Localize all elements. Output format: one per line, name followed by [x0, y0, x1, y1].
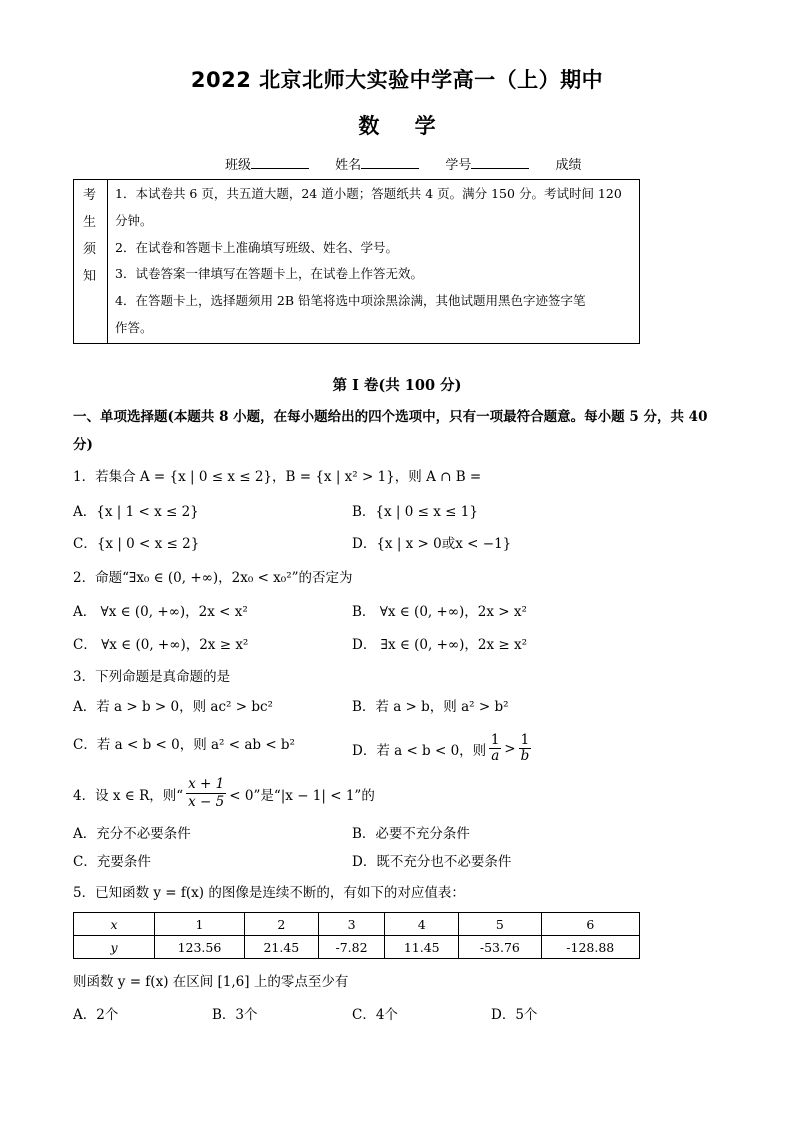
q4-option-b[interactable]: B．必要不充分条件 — [352, 826, 470, 842]
table-cell: 6 — [541, 913, 639, 936]
name-field[interactable] — [335, 154, 419, 173]
section-heading-line1: 一、单项选择题(本题共 8 小题，在每小题给出的四个选项中，只有一项最符合题意。每小题 5 分，共 40 — [73, 409, 708, 425]
score-label: 成绩 — [555, 158, 582, 173]
table-cell: 123.56 — [155, 936, 245, 959]
q4-option-d[interactable]: D．既不充分也不必要条件 — [352, 854, 512, 870]
q4-stem-suffix: < 0”是“|x − 1| < 1”的 — [229, 787, 375, 804]
name-blank[interactable] — [361, 156, 419, 169]
question-5-stem: 5．已知函数 y = f(x) 的图像是连续不断的，有如下的对应值表： — [73, 885, 465, 901]
name-label: 姓名 — [335, 158, 362, 173]
relation-sign: > — [504, 740, 516, 757]
notice-line: 分钟。 — [115, 212, 153, 228]
q1-option-c[interactable]: C．{x | 0 < x ≤ 2} — [73, 536, 200, 552]
fraction-numerator: 1 — [490, 732, 500, 748]
q2-option-b[interactable]: B． ∀x ∈ (0, +∞)，2x > x² — [352, 604, 527, 620]
student-id-label: 学号 — [445, 158, 472, 173]
fraction-denominator: x − 5 — [188, 794, 225, 810]
fraction-denominator: b — [520, 748, 530, 764]
page-title: 2022 北京北师大实验中学高一（上）期中 — [190, 68, 604, 92]
notice-label-char: 知 — [83, 269, 97, 284]
class-field[interactable] — [225, 154, 309, 173]
notice-label-char: 考 — [83, 188, 97, 203]
value-table — [73, 912, 640, 959]
q3-option-b[interactable]: B．若 a > b，则 a² > b² — [352, 699, 509, 715]
fraction-numerator: 1 — [520, 732, 530, 748]
table-cell: 4 — [385, 913, 459, 936]
table-cell: 11.45 — [385, 936, 459, 959]
notice-line: 2．在试卷和答题卡上准确填写班级、姓名、学号。 — [115, 239, 398, 255]
exam-notice-box — [73, 179, 640, 344]
fraction-numerator: x + 1 — [188, 776, 225, 792]
fraction-1-over-a — [489, 733, 501, 764]
student-id-field[interactable] — [445, 154, 529, 173]
question-5-followup: 则函数 y = f(x) 在区间 [1,6] 上的零点至少有 — [73, 974, 349, 990]
q1-option-d[interactable]: D．{x | x > 0或x < −1} — [352, 536, 512, 552]
notice-line: 4．在答题卡上，选择题须用 2B 铅笔将选中项涂黑涂满，其他试题用黑色字迹签字笔 — [115, 293, 586, 309]
student-id-blank[interactable] — [471, 156, 529, 169]
table-cell: 5 — [459, 913, 541, 936]
table-cell: 3 — [318, 913, 384, 936]
q3-option-d[interactable] — [352, 733, 534, 764]
q3-option-a[interactable]: A．若 a > b > 0，则 ac² > bc² — [73, 699, 273, 715]
class-blank[interactable] — [251, 156, 309, 169]
table-cell: 2 — [244, 913, 318, 936]
table-cell: 1 — [155, 913, 245, 936]
table-cell: x — [74, 913, 155, 936]
q3-option-d-prefix: D．若 a < b < 0，则 — [352, 742, 487, 759]
question-4-stem — [73, 776, 375, 811]
class-label: 班级 — [225, 158, 252, 173]
q4-fraction — [186, 776, 226, 811]
notice-line: 3．试卷答案一律填写在答题卡上，在试卷上作答无效。 — [115, 266, 423, 282]
fraction-denominator: a — [491, 748, 500, 764]
q1-option-b[interactable]: B．{x | 0 ≤ x ≤ 1} — [352, 504, 478, 520]
subject-title: 数 学 — [358, 114, 436, 138]
q1-option-a[interactable]: A．{x | 1 < x ≤ 2} — [73, 504, 199, 520]
question-1-stem: 1．若集合 A = {x | 0 ≤ x ≤ 2}，B = {x | x² > 1}，则 A ∩ B = — [73, 469, 482, 485]
table-cell: y — [74, 936, 155, 959]
table-cell: -7.82 — [318, 936, 384, 959]
question-2-stem: 2．命题“∃x₀ ∈ (0, +∞)，2x₀ < x₀²”的否定为 — [73, 570, 353, 586]
question-3-stem: 3．下列命题是真命题的是 — [73, 669, 231, 685]
q3-option-c[interactable]: C．若 a < b < 0，则 a² < ab < b² — [73, 737, 295, 753]
q2-option-a[interactable]: A． ∀x ∈ (0, +∞)，2x < x² — [73, 604, 248, 620]
notice-line: 1．本试卷共 6 页，共五道大题，24 道小题；答题纸共 4 页。满分 150 分。考试时间 120 — [115, 186, 622, 201]
table-row-y — [74, 936, 640, 959]
q2-option-d[interactable]: D． ∃x ∈ (0, +∞)，2x ≥ x² — [352, 637, 528, 653]
q5-option-b[interactable]: B．3个 — [212, 1007, 258, 1023]
q4-option-c[interactable]: C．充要条件 — [73, 854, 151, 870]
table-cell: -53.76 — [459, 936, 541, 959]
q4-option-a[interactable]: A．充分不必要条件 — [73, 826, 191, 842]
part-title: 第 I 卷(共 100 分) — [332, 377, 462, 394]
notice-label-char: 生 — [83, 215, 97, 230]
table-cell: 21.45 — [244, 936, 318, 959]
notice-line: 作答。 — [115, 319, 153, 335]
q2-option-c[interactable]: C． ∀x ∈ (0, +∞)，2x ≥ x² — [73, 637, 249, 653]
section-heading-line2: 分) — [73, 437, 93, 453]
table-cell: -128.88 — [541, 936, 639, 959]
fraction-1-over-b — [519, 733, 532, 764]
q5-option-d[interactable]: D．5个 — [491, 1007, 538, 1023]
notice-label-char: 须 — [83, 242, 97, 257]
score-field — [555, 154, 581, 173]
q4-stem-prefix: 4．设 x ∈ R，则“ — [73, 787, 184, 804]
notice-label — [74, 180, 108, 343]
q5-option-a[interactable]: A．2个 — [73, 1007, 119, 1023]
student-info-line — [225, 154, 603, 173]
table-row-x — [74, 913, 640, 936]
notice-body — [115, 181, 635, 342]
q5-option-c[interactable]: C．4个 — [352, 1007, 398, 1023]
